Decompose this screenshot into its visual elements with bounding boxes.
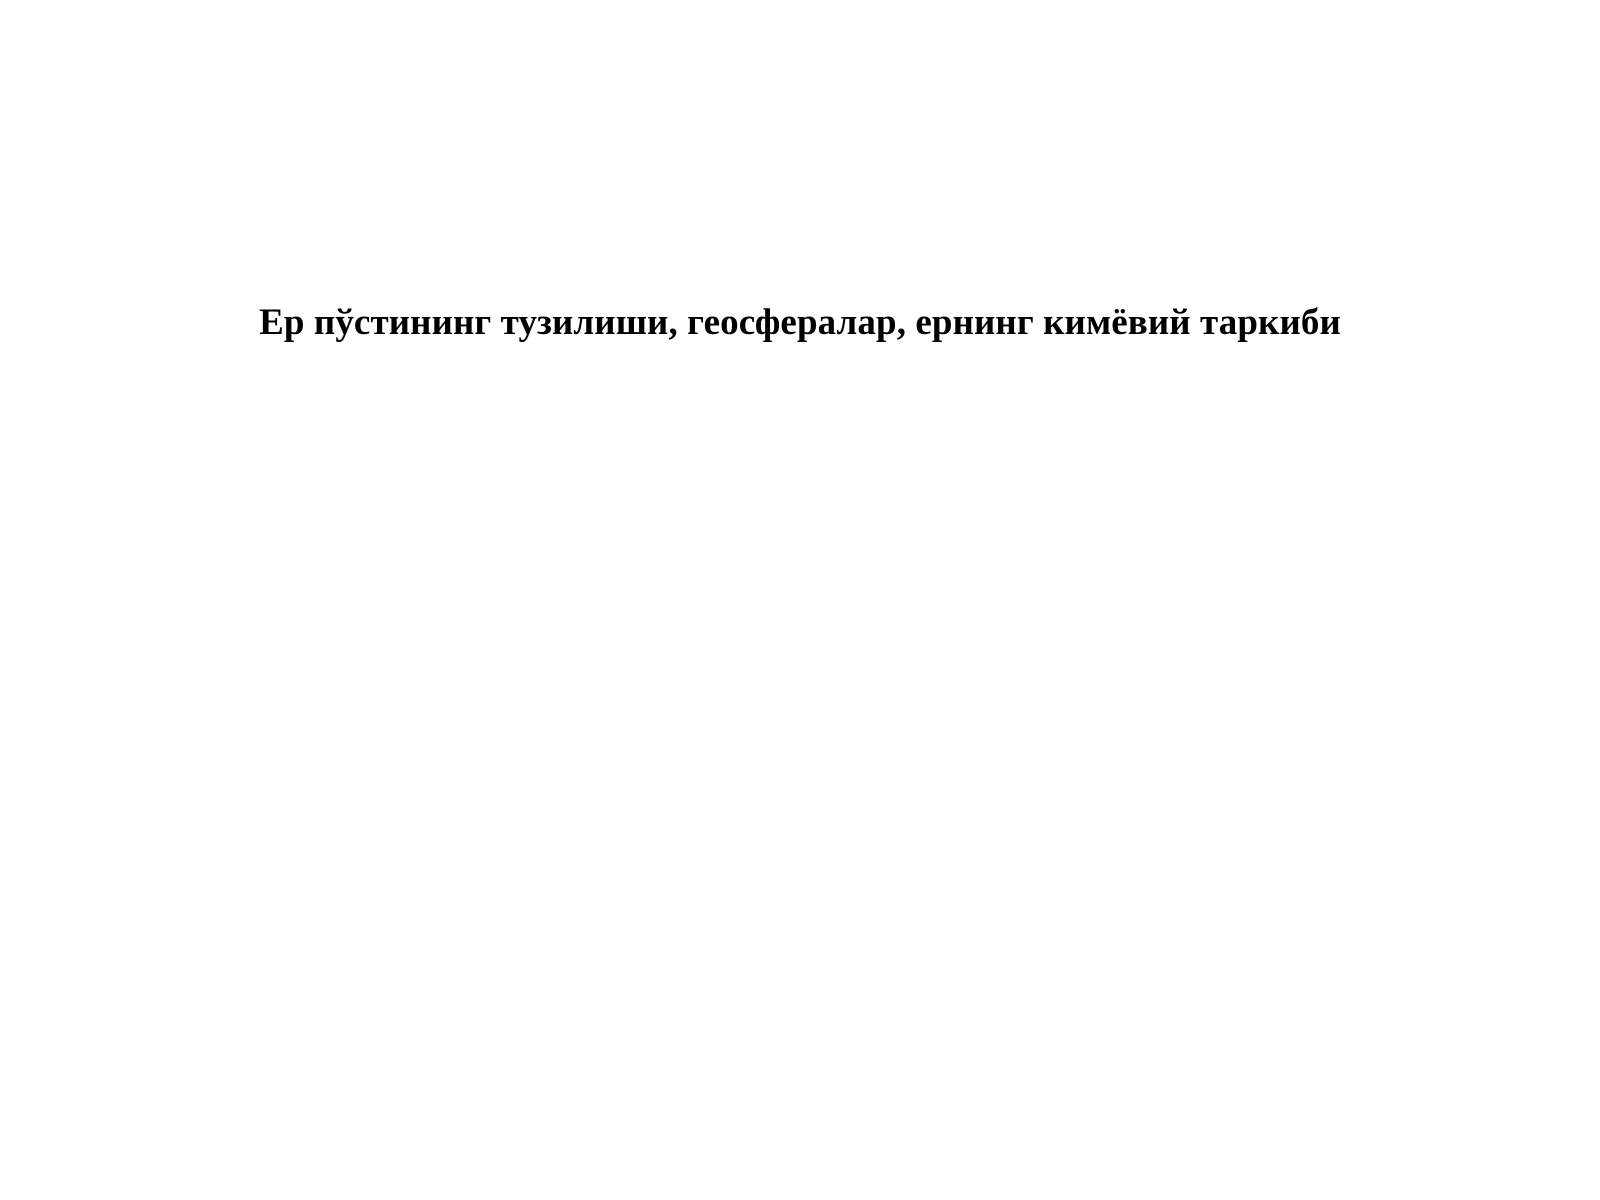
page-title: Ер пўстининг тузилиши, геосфералар, ернинг кимёвий таркиби (259, 302, 1341, 343)
slide-body-text (200, 400, 1400, 410)
